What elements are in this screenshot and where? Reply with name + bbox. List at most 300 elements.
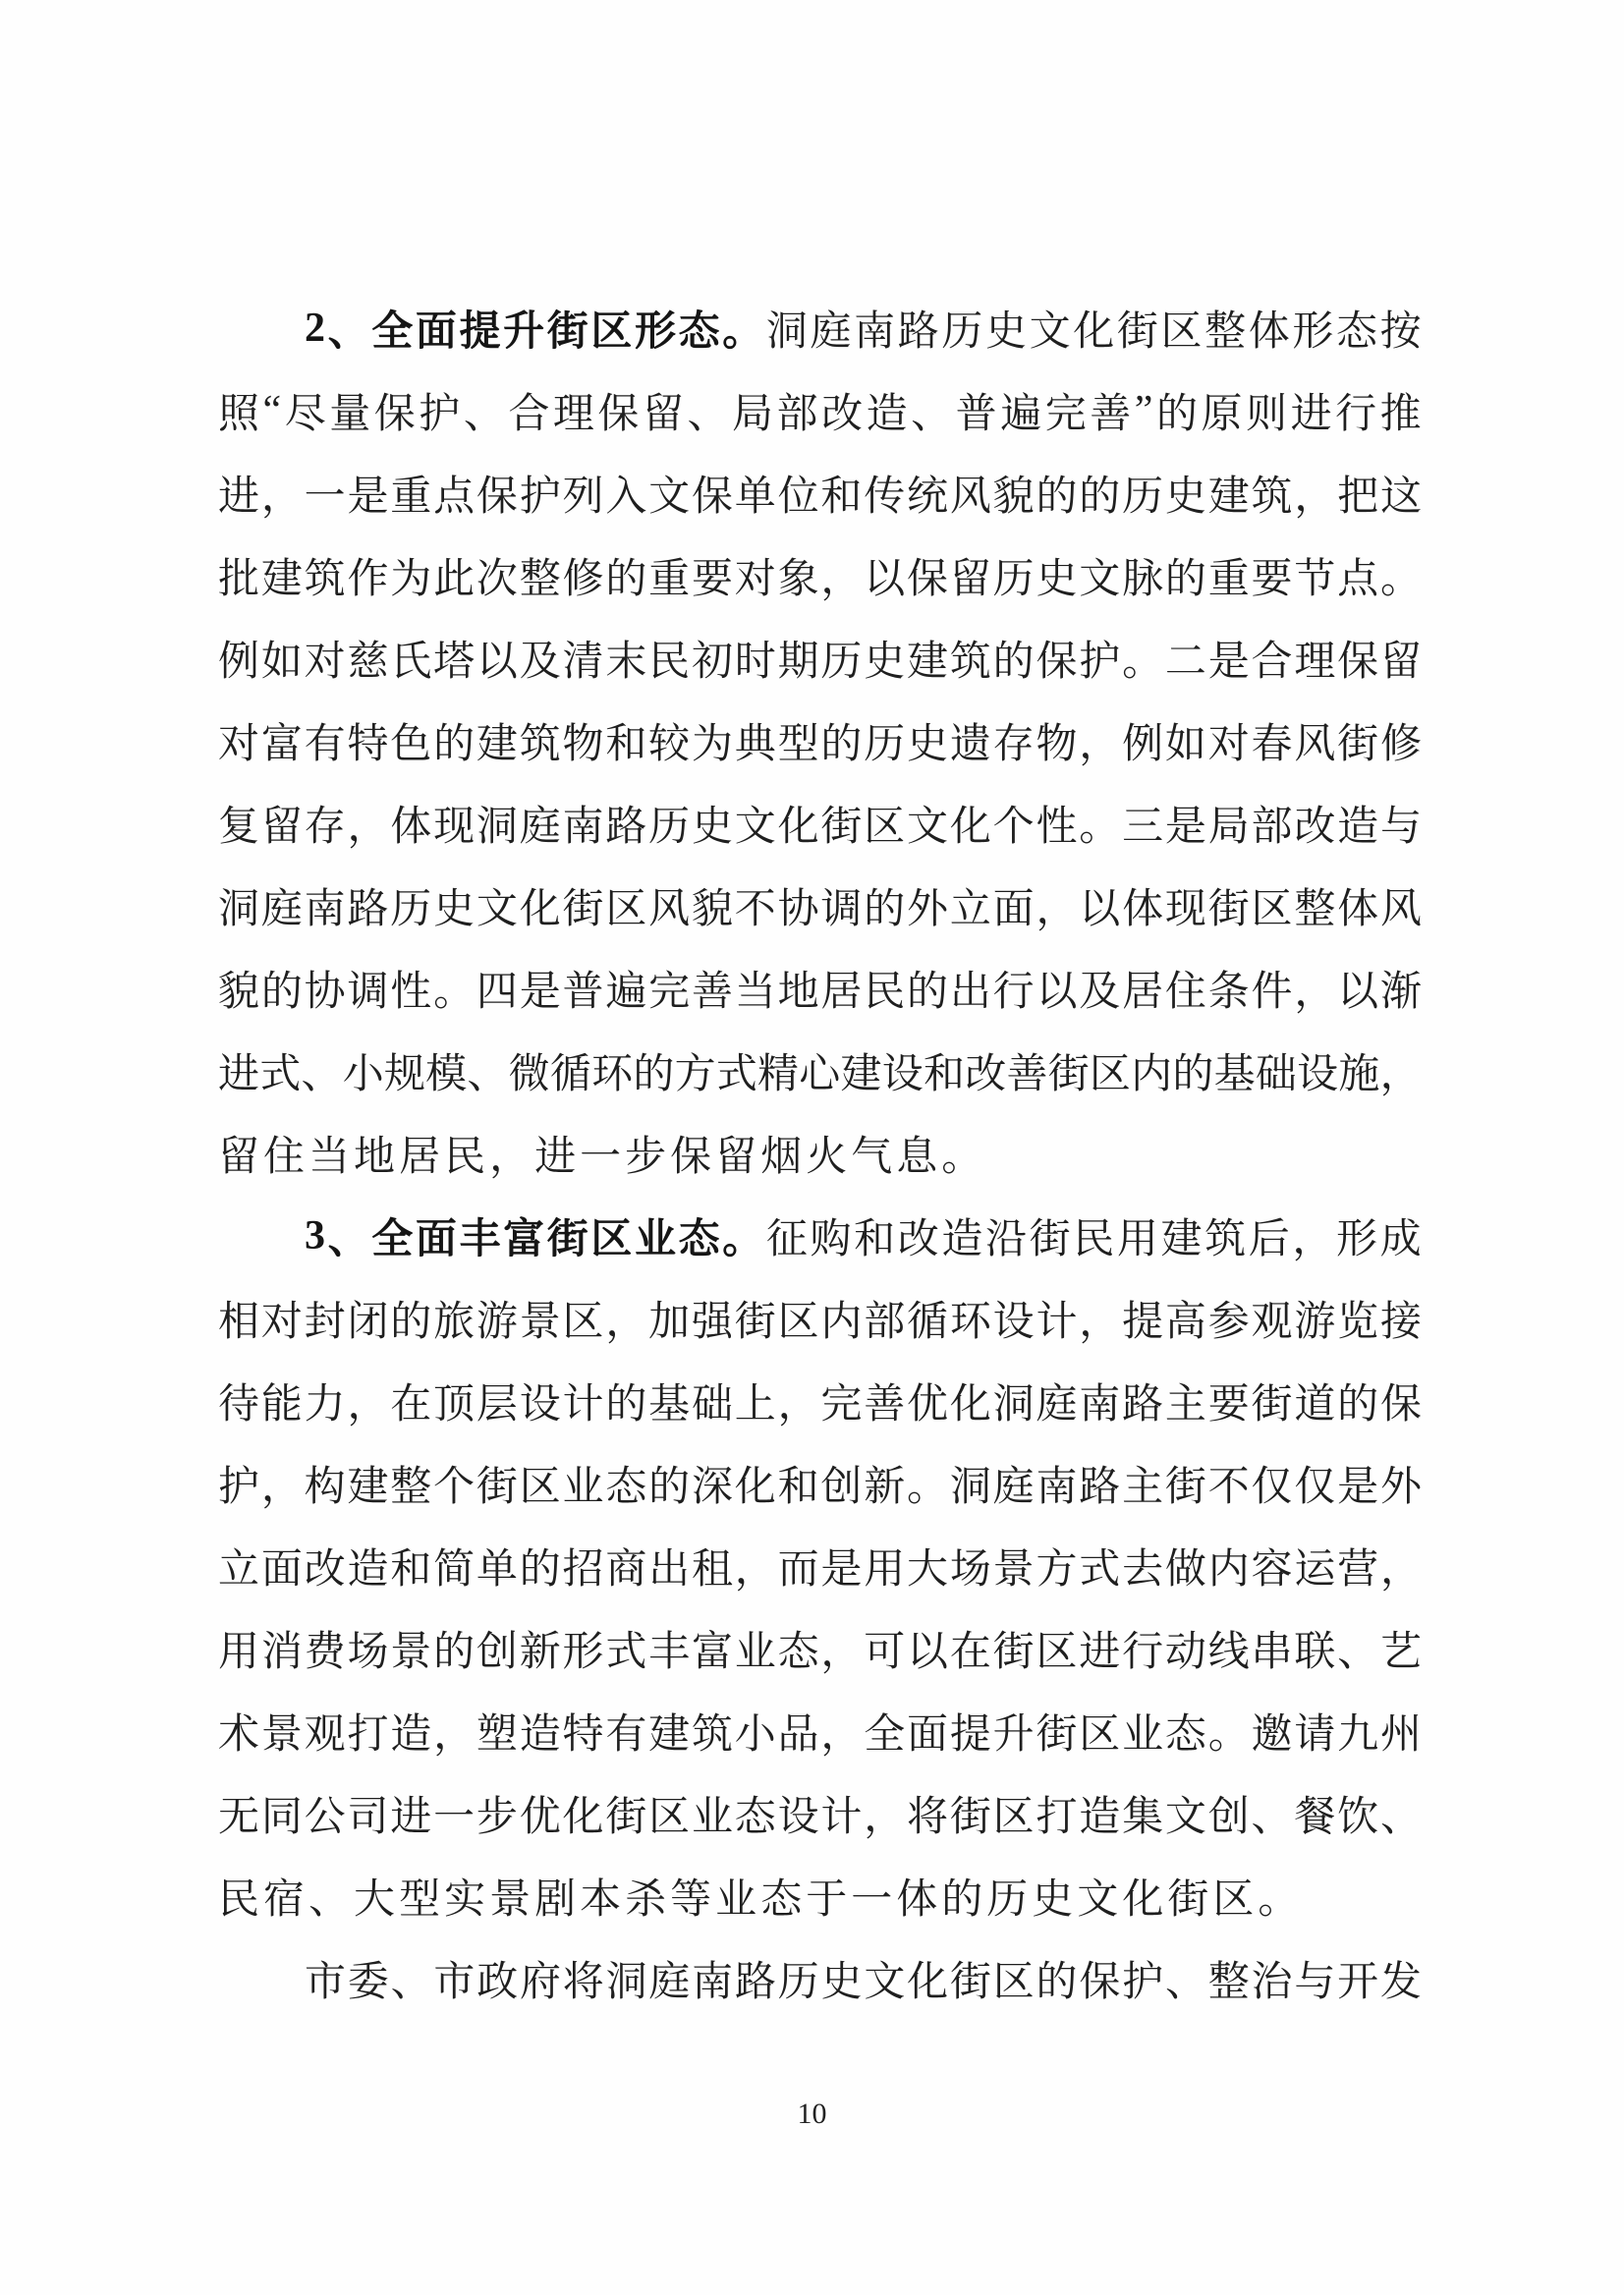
body-character: 南 — [304, 887, 346, 932]
body-character: 立 — [949, 887, 991, 932]
body-character: 有 — [605, 1712, 647, 1758]
body-character: 施 — [1338, 1052, 1380, 1097]
body-character: 用 — [864, 1547, 906, 1593]
body-character: 清 — [562, 640, 604, 685]
body-character: 行 — [992, 970, 1035, 1015]
body-character: 区 — [1036, 1630, 1078, 1675]
body-character: 在 — [949, 1630, 991, 1675]
body-character: 的 — [1337, 1382, 1379, 1427]
body-character: 区 — [992, 1795, 1035, 1840]
body-character: 参 — [1207, 1300, 1250, 1345]
body-character: 调 — [820, 887, 863, 932]
body-character: 业 — [715, 1877, 757, 1923]
text-line — [218, 1607, 1422, 1690]
body-character: 以 — [1337, 970, 1379, 1015]
body-character: 联 — [1294, 1630, 1336, 1675]
body-character: ， — [1292, 1217, 1334, 1262]
body-character: 进 — [390, 1795, 432, 1840]
body-character: 街 — [949, 1795, 991, 1840]
body-character: 的 — [941, 1877, 983, 1923]
body-character: 护 — [1079, 640, 1121, 685]
body-character: 化 — [1073, 309, 1115, 355]
body-character: 立 — [218, 1547, 260, 1593]
body-character: 例 — [1122, 722, 1164, 767]
body-character: 待 — [218, 1382, 260, 1427]
body-character: 发 — [1379, 1960, 1422, 2005]
body-character: ， — [1379, 1547, 1422, 1593]
body-character: 此 — [433, 557, 476, 602]
body-character: 简 — [433, 1547, 476, 1593]
body-character: 路 — [347, 887, 389, 932]
body-character: 善 — [1090, 392, 1132, 437]
body-character: 公 — [304, 1795, 346, 1840]
body-character: 后 — [1248, 1217, 1290, 1262]
body-character: 的 — [433, 722, 476, 767]
body-character: ， — [864, 1795, 906, 1840]
body-character: 。 — [1122, 640, 1164, 685]
body-character: 入 — [605, 475, 647, 520]
body-character: 丰 — [648, 1630, 691, 1675]
heading-character: 区 — [590, 309, 633, 355]
body-character: 化 — [949, 805, 991, 850]
body-character: 留 — [260, 805, 303, 850]
body-character: 小 — [342, 1052, 384, 1097]
body-character: 史 — [1164, 475, 1206, 520]
body-character: 性 — [1036, 805, 1078, 850]
body-character: ， — [820, 1712, 863, 1758]
body-character: 住 — [263, 1135, 306, 1180]
body-character: 础 — [691, 1382, 733, 1427]
body-character: 建 — [840, 1052, 882, 1097]
text-line — [218, 1937, 1422, 2020]
heading-character: 提 — [459, 309, 501, 355]
body-character: 全 — [864, 1712, 906, 1758]
body-character: 游 — [1294, 1300, 1336, 1345]
body-character: 的 — [1079, 475, 1121, 520]
body-character: 、 — [390, 1960, 432, 2005]
body-character: 地 — [354, 1135, 396, 1180]
body-character: 、 — [1337, 1630, 1379, 1675]
body-character: 完 — [648, 970, 691, 1015]
body-character: 心 — [799, 1052, 841, 1097]
body-character: 建 — [1207, 475, 1250, 520]
body-character: 特 — [562, 1712, 604, 1758]
body-character: 建 — [1160, 1217, 1203, 1262]
text-line — [218, 947, 1422, 1030]
body-character: 优 — [519, 1795, 561, 1840]
text-line — [218, 1772, 1422, 1855]
body-character: 的 — [519, 1547, 561, 1593]
body-character: 构 — [304, 1465, 346, 1510]
body-character: 创 — [820, 1465, 863, 1510]
body-character: 庭 — [260, 887, 303, 932]
body-character: 富 — [691, 1630, 733, 1675]
body-character: 的 — [1155, 392, 1198, 437]
body-character: ， — [1379, 1052, 1422, 1097]
body-character: 次 — [476, 557, 518, 602]
body-character: 护 — [419, 392, 461, 437]
body-character: 部 — [776, 392, 818, 437]
body-character: 主 — [1164, 1382, 1206, 1427]
body-character: 化 — [519, 887, 561, 932]
body-character: 本 — [580, 1877, 622, 1923]
body-character: 街 — [1251, 1382, 1293, 1427]
body-character: 要 — [691, 557, 733, 602]
body-character: 历 — [864, 722, 906, 767]
body-character: 留 — [949, 557, 991, 602]
body-character: 去 — [1122, 1547, 1164, 1593]
body-character: 景 — [390, 1630, 432, 1675]
heading-character: 业 — [634, 1217, 676, 1262]
body-character: 的 — [1036, 1960, 1078, 2005]
body-character: 一 — [304, 475, 346, 520]
body-character: 现 — [1164, 887, 1206, 932]
body-character: 。 — [1258, 1877, 1300, 1923]
body-character: 态 — [734, 1795, 776, 1840]
body-character: 保 — [1337, 640, 1379, 685]
body-character: 闭 — [347, 1300, 389, 1345]
body-character: 上 — [734, 1382, 776, 1427]
body-character: 点 — [433, 475, 476, 520]
body-character: 重 — [390, 475, 432, 520]
body-character: 民 — [218, 1877, 260, 1923]
body-character: 以 — [907, 1630, 949, 1675]
body-character: 、 — [1164, 1960, 1206, 2005]
body-character: 础 — [1255, 1052, 1297, 1097]
body-character: 风 — [648, 887, 691, 932]
body-character: 府 — [519, 1960, 561, 2005]
body-character: 物 — [1036, 722, 1078, 767]
body-character: 整 — [1207, 1960, 1250, 2005]
body-character: 出 — [648, 1547, 691, 1593]
body-character: 是 — [1207, 640, 1250, 685]
body-character: 南 — [854, 309, 896, 355]
body-character: 为 — [390, 557, 432, 602]
body-character: 饮 — [1337, 1795, 1379, 1840]
body-character: 个 — [433, 1465, 476, 1510]
body-character: 征 — [765, 1217, 808, 1262]
body-character: 个 — [992, 805, 1035, 850]
text-line — [218, 1855, 1422, 1937]
body-character: 为 — [691, 722, 733, 767]
body-character: 开 — [1337, 1960, 1379, 2005]
body-character: 层 — [476, 1382, 518, 1427]
body-character: 春 — [1251, 722, 1293, 767]
body-character: 协 — [304, 970, 346, 1015]
body-character: 游 — [476, 1300, 518, 1345]
body-character: 时 — [734, 640, 776, 685]
body-character: 计 — [1036, 1300, 1078, 1345]
body-character: 仅 — [1251, 1465, 1293, 1510]
body-character: 保 — [1079, 1960, 1121, 2005]
body-character: 规 — [383, 1052, 425, 1097]
body-character: 顶 — [433, 1382, 476, 1427]
body-character: 洞 — [218, 887, 260, 932]
body-character: 体 — [896, 1877, 938, 1923]
body-character: 场 — [347, 1630, 389, 1675]
body-character: ， — [820, 557, 863, 602]
body-character: 方 — [1036, 1547, 1078, 1593]
body-character: 、 — [911, 392, 953, 437]
body-character: 九 — [1337, 1712, 1379, 1758]
body-character: 打 — [347, 1712, 389, 1758]
body-character: 租 — [691, 1547, 733, 1593]
body-character: 业 — [1122, 1712, 1164, 1758]
body-character: 进 — [1079, 1630, 1121, 1675]
body-character: 请 — [1294, 1712, 1336, 1758]
body-character: 部 — [864, 1300, 906, 1345]
body-character: 协 — [777, 887, 819, 932]
body-character: 史 — [820, 1960, 863, 2005]
body-character: 的 — [633, 1052, 675, 1097]
body-character: 原 — [1201, 392, 1243, 437]
body-character: ， — [734, 1547, 776, 1593]
body-character: 保 — [1036, 640, 1078, 685]
body-character: ” — [1134, 388, 1153, 433]
body-character: 街 — [1167, 1877, 1209, 1923]
body-character: 善 — [1006, 1052, 1048, 1097]
body-character: 保 — [1379, 1382, 1422, 1427]
body-character: 商 — [605, 1547, 647, 1593]
body-character: 街 — [949, 1960, 991, 2005]
body-character: 以 — [864, 557, 906, 602]
body-character: 史 — [864, 640, 906, 685]
body-character: ， — [489, 1135, 532, 1180]
body-character: 化 — [777, 805, 819, 850]
body-character: 步 — [476, 1795, 518, 1840]
body-character: 新 — [864, 1465, 906, 1510]
body-character: 化 — [949, 1382, 991, 1427]
body-character: 运 — [1294, 1547, 1336, 1593]
body-character: ， — [260, 475, 303, 520]
body-character: 等 — [670, 1877, 712, 1923]
body-character: ， — [605, 1300, 647, 1345]
body-character: 进 — [218, 475, 260, 520]
text-line — [218, 452, 1422, 534]
body-character: 民 — [648, 640, 691, 685]
body-character: 进 — [218, 1052, 260, 1097]
body-character: 合 — [508, 392, 550, 437]
body-character: 优 — [907, 1382, 949, 1427]
body-character: 一 — [580, 1135, 622, 1180]
body-character: 路 — [1079, 1465, 1121, 1510]
body-character: 行 — [1335, 392, 1377, 437]
body-character: 是 — [519, 970, 561, 1015]
body-character: 慈 — [347, 640, 389, 685]
body-character: 貌 — [218, 970, 260, 1015]
body-character: 存 — [992, 722, 1035, 767]
body-character: 出 — [949, 970, 991, 1015]
body-character: 文 — [864, 1960, 906, 2005]
body-character: 历 — [390, 887, 432, 932]
body-character: 气 — [851, 1135, 893, 1180]
body-character: 貌 — [691, 887, 733, 932]
body-character: 容 — [1251, 1547, 1293, 1593]
body-character: 一 — [851, 1877, 893, 1923]
body-character: 造 — [941, 1217, 983, 1262]
body-character: 当 — [734, 970, 776, 1015]
body-character: 渐 — [1379, 970, 1422, 1015]
page-number: 10 — [797, 2098, 827, 2130]
body-character: 面 — [260, 1547, 303, 1593]
body-character: 象 — [777, 557, 819, 602]
body-character: ， — [347, 805, 389, 850]
body-character: 建 — [907, 640, 949, 685]
body-character: 改 — [965, 1052, 1007, 1097]
body-character: 造 — [390, 1712, 432, 1758]
body-character: 普 — [562, 970, 604, 1015]
body-character: 路 — [897, 309, 939, 355]
heading-character: 态 — [678, 309, 720, 355]
heading-character: 形 — [634, 309, 676, 355]
body-character: 宿 — [263, 1877, 306, 1923]
body-character: 洞 — [765, 309, 808, 355]
body-character: 烟 — [760, 1135, 803, 1180]
body-character: 。 — [1079, 805, 1121, 850]
body-character: 改 — [821, 392, 864, 437]
body-character: 消 — [260, 1630, 303, 1675]
body-character: 和 — [777, 1465, 819, 1510]
body-character: 史 — [984, 309, 1027, 355]
body-character: 精 — [757, 1052, 800, 1097]
body-character: 把 — [1337, 475, 1379, 520]
body-character: 理 — [552, 392, 594, 437]
body-character: 州 — [1379, 1712, 1422, 1758]
body-character: 点 — [1337, 557, 1379, 602]
body-character: 改 — [304, 1547, 346, 1593]
text-line — [218, 534, 1422, 617]
body-character: 居 — [399, 1135, 441, 1180]
heading-character: 。 — [722, 1217, 764, 1262]
body-character: 复 — [218, 805, 260, 850]
body-character: 提 — [949, 1712, 991, 1758]
body-character: 将 — [562, 1960, 604, 2005]
body-character: 建 — [260, 557, 303, 602]
body-character: 照 — [218, 392, 260, 437]
body-character: 式 — [715, 1052, 757, 1097]
body-character: 三 — [1122, 805, 1164, 850]
body-character: 留 — [715, 1135, 757, 1180]
body-character: 创 — [1207, 1795, 1250, 1840]
body-character: 环 — [591, 1052, 634, 1097]
body-character: 南 — [562, 805, 604, 850]
body-character: 民 — [1073, 1217, 1115, 1262]
body-character: 小 — [734, 1712, 776, 1758]
body-character: 体 — [1337, 887, 1379, 932]
body-character: ， — [1036, 887, 1078, 932]
body-character: 文 — [1077, 1877, 1119, 1923]
body-character: 文 — [1164, 1795, 1206, 1840]
text-block — [218, 287, 1422, 2020]
body-character: 体 — [390, 805, 432, 850]
body-character: 历 — [820, 640, 863, 685]
body-character: 和 — [854, 1217, 896, 1262]
body-character: 于 — [806, 1877, 848, 1923]
text-line — [218, 865, 1422, 947]
body-character: 步 — [625, 1135, 667, 1180]
body-character: 强 — [691, 1300, 733, 1345]
body-character: 街 — [1036, 1712, 1078, 1758]
body-character: 单 — [476, 1547, 518, 1593]
body-character: 式 — [259, 1052, 302, 1097]
body-character: 历 — [941, 309, 983, 355]
body-character: 现 — [433, 805, 476, 850]
body-character: 局 — [732, 392, 774, 437]
heading-character: 、 — [327, 1217, 369, 1262]
body-character: 沿 — [984, 1217, 1027, 1262]
heading-character: 态 — [678, 1217, 720, 1262]
body-character: 术 — [218, 1712, 260, 1758]
body-character: 态 — [1164, 1712, 1206, 1758]
body-character: 。 — [941, 1135, 983, 1180]
body-character: 集 — [1122, 1795, 1164, 1840]
body-character: 在 — [390, 1382, 432, 1427]
body-character: 建 — [476, 722, 518, 767]
body-character: 庭 — [519, 805, 561, 850]
body-character: 态 — [605, 1465, 647, 1510]
body-character: 庭 — [810, 309, 852, 355]
body-character: 升 — [992, 1712, 1035, 1758]
body-character: 创 — [476, 1630, 518, 1675]
body-character: 历 — [777, 1960, 819, 2005]
text-line — [218, 1690, 1422, 1772]
body-character: 完 — [1044, 392, 1087, 437]
body-character: 的 — [820, 722, 863, 767]
text-line — [218, 1112, 1422, 1195]
body-character: 区 — [605, 887, 647, 932]
body-character: 方 — [674, 1052, 716, 1097]
body-character: 典 — [734, 722, 776, 767]
body-character: 部 — [1251, 805, 1293, 850]
body-character: 、 — [1379, 1795, 1422, 1840]
body-character: 街 — [476, 1465, 518, 1510]
body-character: 例 — [218, 640, 260, 685]
body-character: 主 — [1122, 1465, 1164, 1510]
body-character: 修 — [1379, 722, 1422, 767]
body-character: 区 — [777, 1300, 819, 1345]
body-character: 调 — [347, 970, 389, 1015]
body-character: 遍 — [605, 970, 647, 1015]
body-character: 相 — [218, 1300, 260, 1345]
body-character: 筑 — [1251, 475, 1293, 520]
body-character: 和 — [605, 722, 647, 767]
body-character: 深 — [691, 1465, 733, 1510]
body-character: 设 — [881, 1052, 924, 1097]
body-character: 景 — [260, 1712, 303, 1758]
body-character: 整 — [390, 1465, 432, 1510]
heading-character: 全 — [371, 309, 414, 355]
body-character: 区 — [864, 805, 906, 850]
body-character: 重 — [648, 557, 691, 602]
text-line — [218, 1277, 1422, 1360]
body-character: 对 — [218, 722, 260, 767]
body-character: 的 — [1172, 1052, 1214, 1097]
body-character: 内 — [820, 1300, 863, 1345]
body-character: 型 — [399, 1877, 441, 1923]
body-character: 地 — [777, 970, 819, 1015]
body-character: 造 — [1337, 805, 1379, 850]
body-character: 性 — [390, 970, 432, 1015]
body-character: 及 — [1079, 970, 1121, 1015]
body-character: 初 — [691, 640, 733, 685]
body-character: 治 — [1251, 1960, 1293, 2005]
body-character: 街 — [1116, 309, 1158, 355]
heading-character: 升 — [503, 309, 545, 355]
body-character: ， — [260, 1465, 303, 1510]
body-character: 与 — [1294, 1960, 1336, 2005]
body-character: 、 — [467, 1052, 509, 1097]
body-character: 可 — [864, 1630, 906, 1675]
